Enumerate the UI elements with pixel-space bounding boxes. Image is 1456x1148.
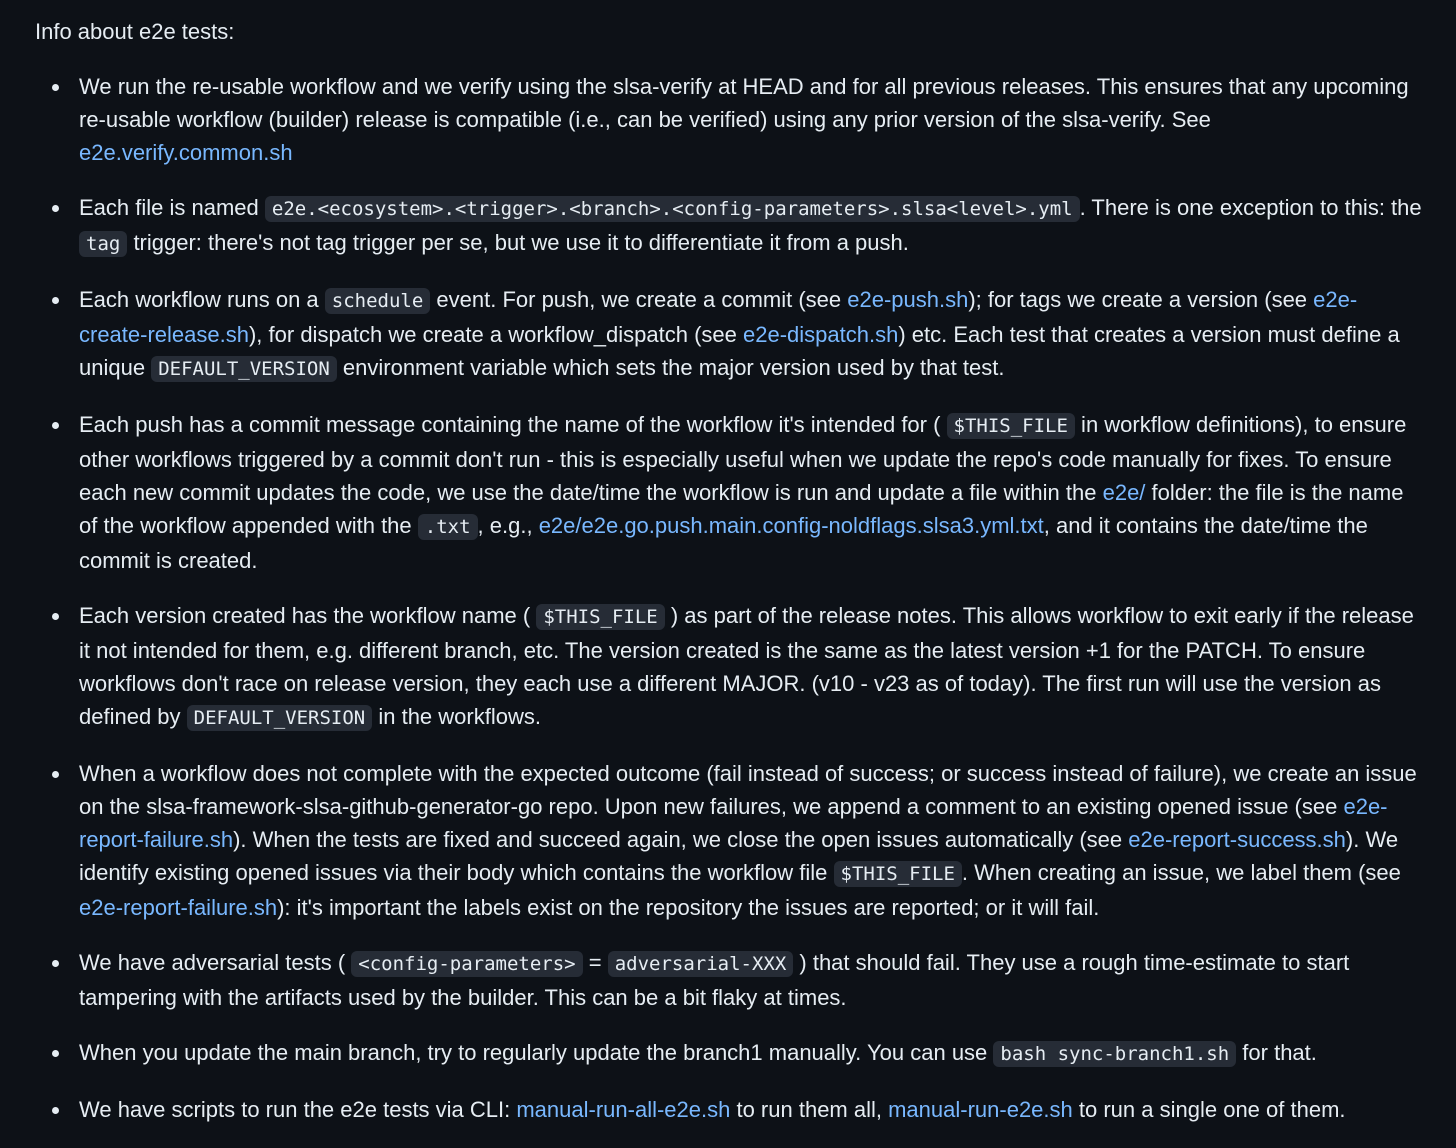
inline-code: adversarial-XXX (608, 951, 794, 977)
list-item (79, 757, 1425, 924)
list-item (79, 1036, 1425, 1071)
item-text: ), for dispatch we create a workflow_dispatch (see (248, 322, 743, 347)
item-text: ) etc. Each test that creates a version must define a unique (79, 322, 1400, 380)
item-text: Each file is named (79, 195, 265, 220)
item-text: event. For push, we create a commit (see (430, 287, 848, 312)
list-item (79, 191, 1425, 261)
doc-link[interactable]: e2e.verify.common.sh (79, 140, 293, 165)
item-text: ). We identify existing opened issues via their body which contains the workflow file (79, 827, 1399, 885)
doc-link[interactable]: e2e-create-release.sh (79, 287, 1358, 347)
doc-link[interactable]: manual-run-all-e2e.sh (516, 1097, 731, 1122)
item-text: ). When the tests are fixed and succeed again, we close the open issues automatically (see (233, 827, 1129, 852)
list-item (79, 70, 1425, 169)
inline-code: .txt (418, 514, 478, 540)
list-item (79, 599, 1425, 735)
item-text: ) that should fail. They use a rough time-estimate to start tampering with the artifacts used by the builder. This can be a bit flaky at times. (79, 950, 1350, 1010)
doc-link[interactable]: manual-run-e2e.sh (888, 1097, 1073, 1122)
item-text: . When creating an issue, we label them (see (961, 860, 1401, 885)
doc-link[interactable]: e2e/e2e.go.push.main.config-noldflags.slsa3.yml.txt (538, 513, 1044, 538)
item-text: Each workflow runs on a (79, 287, 325, 312)
item-text: ) as part of the release notes. This allows workflow to exit early if the release it not intended for them, e.g. different branch, etc. The version created is the same as the latest version +1 for the PATCH. To ensure workflows don't race on release version, they each use a different MAJOR. (v10 - v23 as of today). The first run will use the version as defined by (79, 603, 1414, 729)
item-text: in the workflows. (372, 704, 541, 729)
item-text: in workflow definitions), to ensure other workflows triggered by a commit don't run - this is especially useful when we update the repo's code manually for fixes. To ensure each new commit updates the code, we use the date/time the workflow is run and update a file within the (79, 412, 1407, 505)
item-text: When you update the main branch, try to regularly update the branch1 manually. You can use (79, 1040, 994, 1065)
doc-link[interactable]: e2e-report-success.sh (1128, 827, 1346, 852)
item-text: for that. (1236, 1040, 1317, 1065)
inline-code: schedule (325, 288, 431, 314)
inline-code: e2e.<ecosystem>.<trigger>.<branch>.<config-parameters>.slsa<level>.yml (265, 196, 1080, 222)
item-text: , and it contains the date/time the commit is created. (79, 513, 1368, 573)
item-text: We run the re-usable workflow and we verify using the slsa-verify at HEAD and for all previous releases. This ensures that any upcoming re-usable workflow (builder) release is compatible (i.e., can be verified) using any prior version of the slsa-verify. See (79, 74, 1409, 132)
item-text: We have adversarial tests ( (79, 950, 352, 975)
doc-link[interactable]: e2e-dispatch.sh (743, 322, 899, 347)
doc-link[interactable]: e2e-push.sh (847, 287, 969, 312)
inline-code: DEFAULT_VERSION (151, 356, 337, 382)
list-item (79, 408, 1425, 577)
inline-code: $THIS_FILE (536, 604, 664, 630)
item-text: When a workflow does not complete with the expected outcome (fail instead of success; or success instead of failure), we create an issue on the slsa-framework-slsa-github-generator-go repo. Upon new failures, we append a comment to an existing opened issue (see (79, 761, 1417, 819)
item-text: trigger: there's not tag trigger per se, but we use it to differentiate it from a push. (127, 230, 909, 255)
doc-link[interactable]: e2e/ (1102, 480, 1146, 505)
item-text: to run a single one of them. (1072, 1097, 1346, 1122)
item-text: = (582, 950, 608, 975)
item-text: Each push has a commit message containing the name of the workflow it's intended for ( (79, 412, 947, 437)
inline-code: bash sync-branch1.sh (993, 1041, 1236, 1067)
item-text: environment variable which sets the major version used by that test. (336, 355, 1005, 380)
list-item (79, 1093, 1425, 1126)
item-text: ): it's important the labels exist on the repository the issues are reported; or it will fail. (277, 895, 1100, 920)
item-text: folder: the file is the name of the workflow appended with the (79, 480, 1404, 538)
item-text: Each version created has the workflow name ( (79, 603, 537, 628)
item-text: We have scripts to run the e2e tests via CLI: (79, 1097, 517, 1122)
inline-code: DEFAULT_VERSION (187, 705, 373, 731)
item-text: , e.g., (477, 513, 539, 538)
inline-code: tag (79, 231, 127, 257)
inline-code: $THIS_FILE (834, 861, 962, 887)
readme-section (35, 15, 1425, 1148)
item-text: to run them all, (730, 1097, 889, 1122)
item-text: ); for tags we create a version (see (968, 287, 1314, 312)
section-intro: Info about e2e tests: (35, 19, 235, 44)
list-item (79, 283, 1425, 386)
inline-code: <config-parameters> (351, 951, 582, 977)
list-item (79, 946, 1425, 1014)
item-text: . There is one exception to this: the (1079, 195, 1422, 220)
inline-code: $THIS_FILE (947, 413, 1075, 439)
doc-link[interactable]: e2e-report-failure.sh (79, 794, 1388, 852)
e2e-info-list (35, 70, 1425, 1126)
doc-link[interactable]: e2e-report-failure.sh (79, 895, 278, 920)
